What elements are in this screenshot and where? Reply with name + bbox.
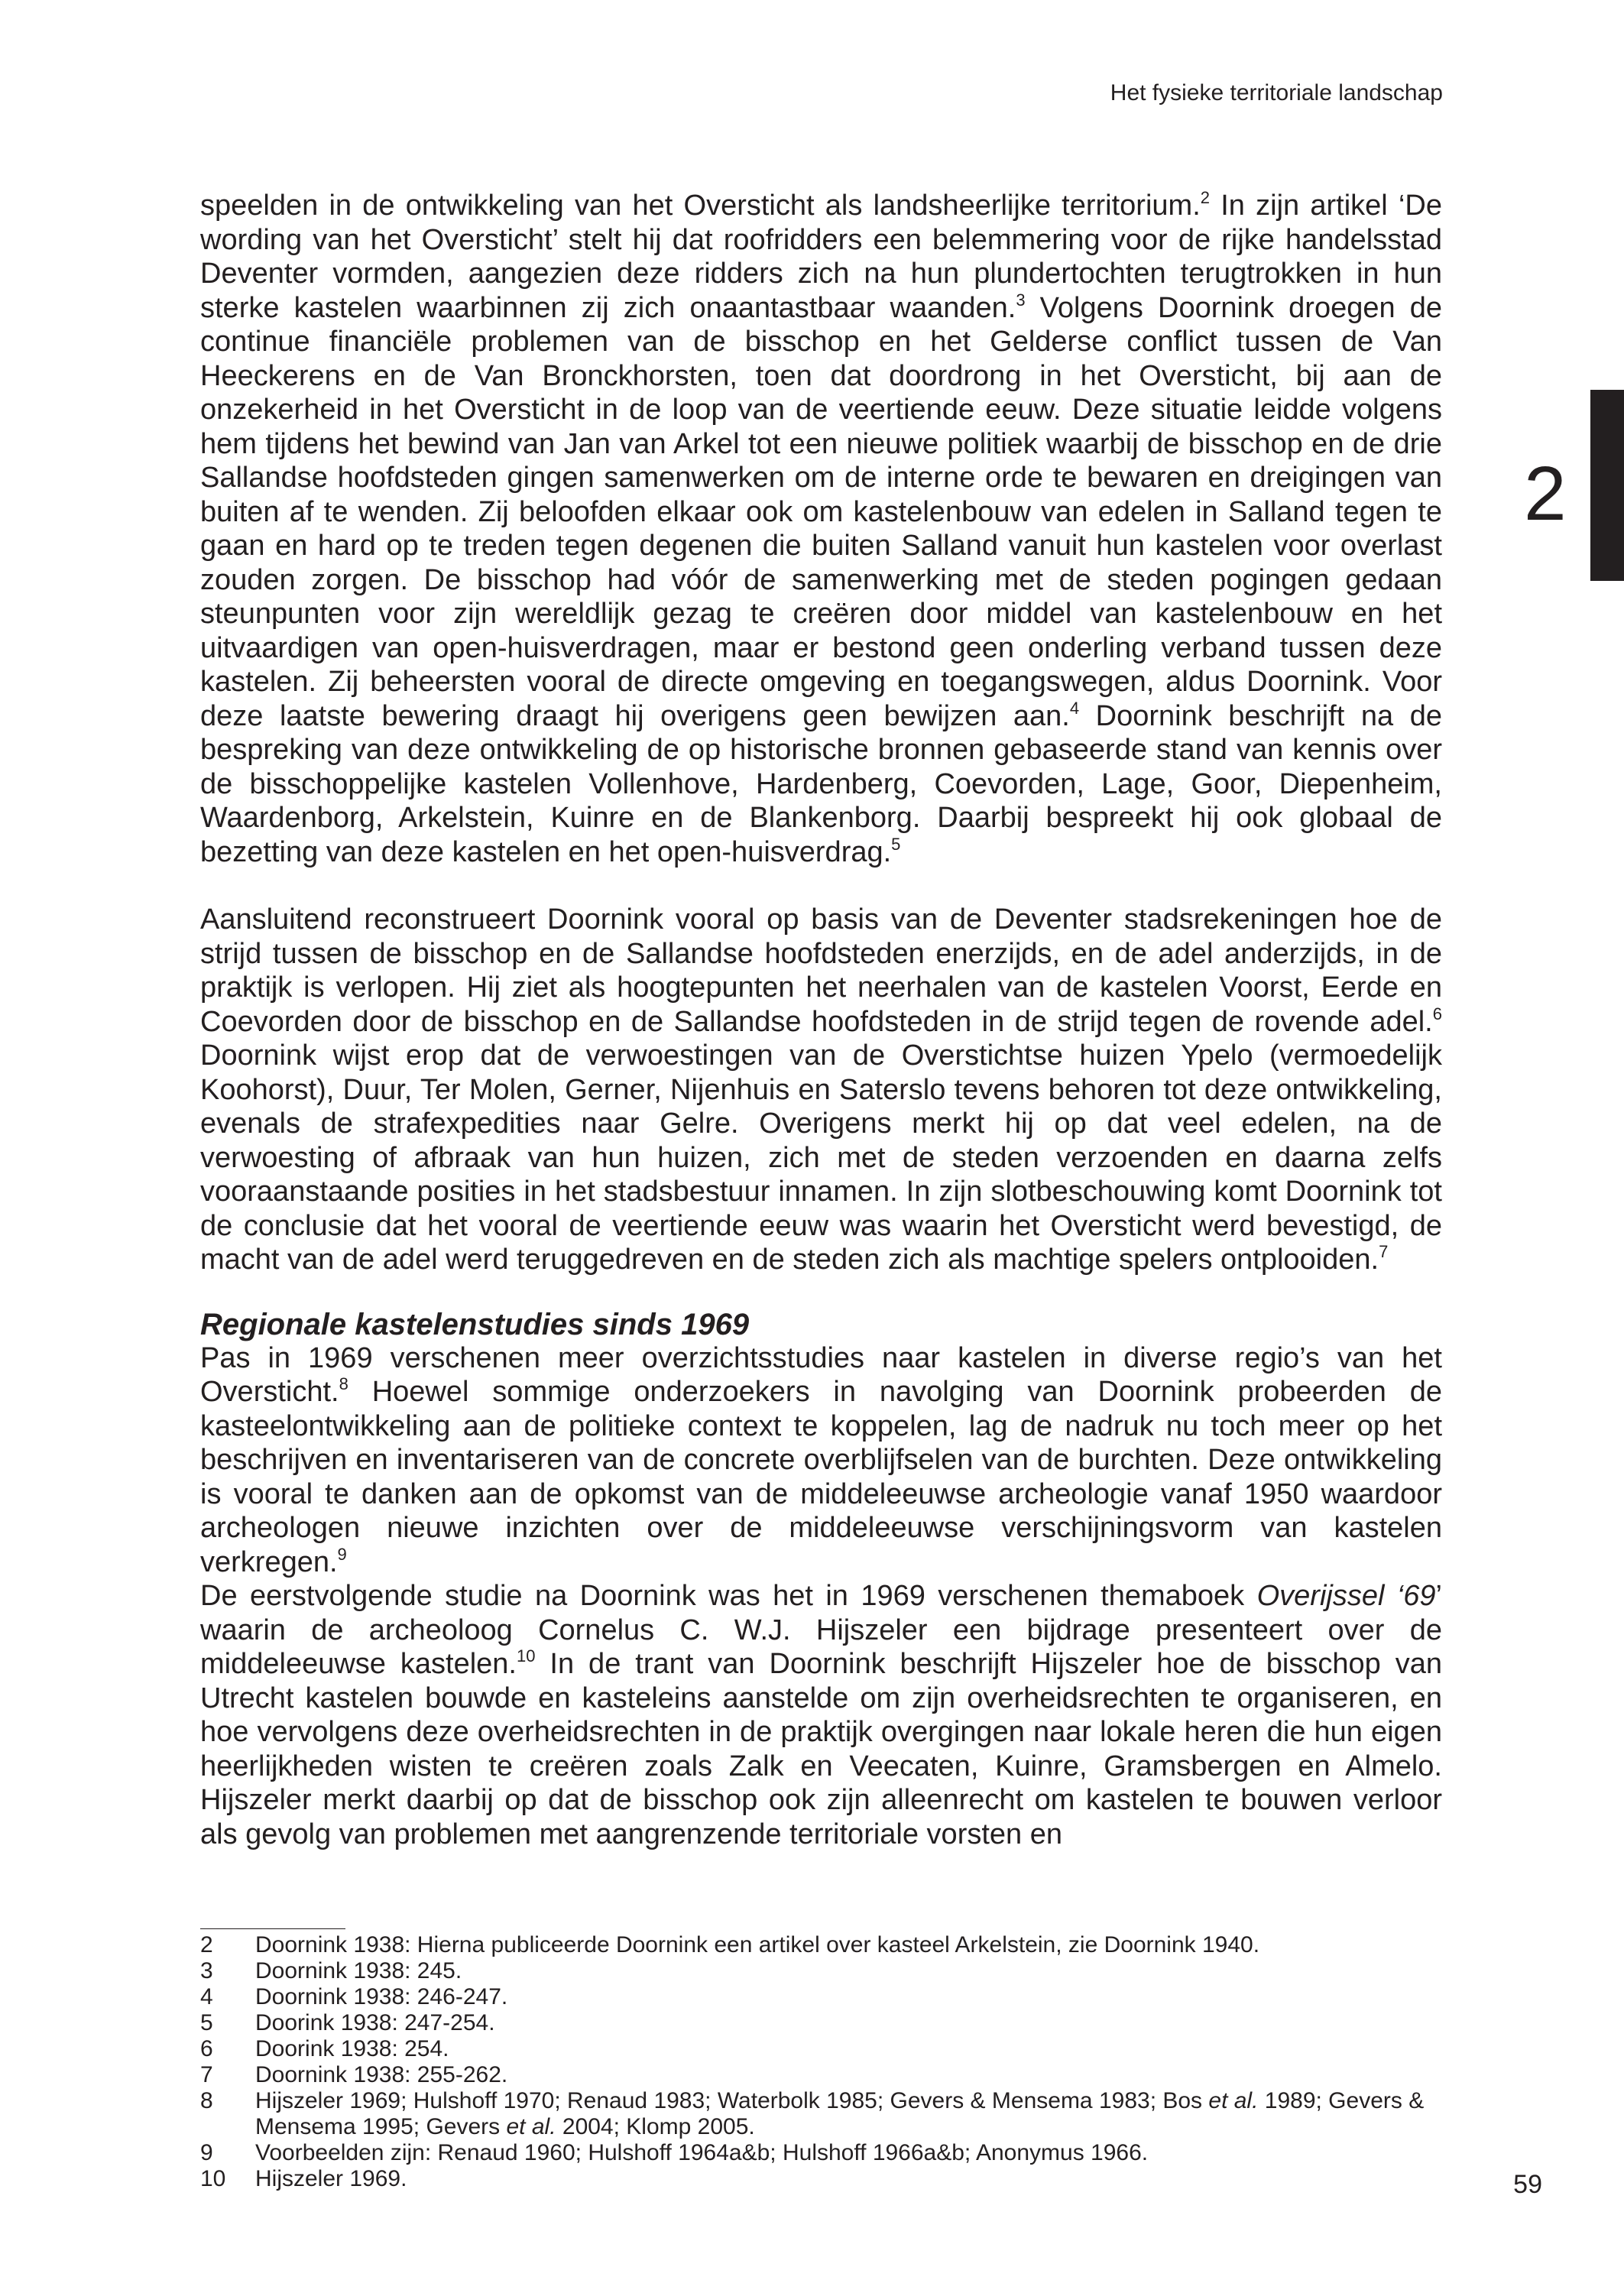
footnote-ref[interactable]: 8 xyxy=(339,1374,348,1393)
text-run: Aansluitend reconstrueert Doornink vooral op basis van de Deventer stadsrekeningen hoe de strijd tussen de bisschop en de Sallandse hoofdsteden enerzijds, en de adel anderzijds, in de praktijk is verlopen. Hij ziet als hoogtepunten het neerhalen van de kastelen Voorst, Eerde en Coevorden door de bisschop en de Sallandse hoofdsteden in de strijd tegen de rovende adel. xyxy=(200,903,1442,1038)
footnote xyxy=(200,1958,1442,1984)
footnote xyxy=(200,2010,1442,2036)
footnotes xyxy=(200,1932,1442,2192)
footnote-text: Doornink 1938: Hierna publiceerde Doornink een artikel over kasteel Arkelstein, zie Doornink 1940. xyxy=(255,1932,1260,1957)
footnote-number: 3 xyxy=(200,1958,213,1983)
footnote xyxy=(200,1984,1442,2010)
text-run: speelden in de ontwikkeling van het Oversticht als landsheerlijke territorium. xyxy=(200,190,1201,222)
text-run: Doornink wijst erop dat de verwoestingen van de Overstichtse huizen Ypelo (vermoedelijk Koohorst), Duur, Ter Molen, Gerner, Nijenhuis en Saterslo tevens behoren tot deze ontwikkeling, evenals de strafexpedities naar Gelre. Overigens merkt hij op dat veel edelen, na de verwoesting of afbraak van hun huizen, zich met de steden verzoenden en daarna zelfs vooraanstaande posities in het stadsbestuur innamen. In zijn slotbeschouwing komt Doornink tot de conclusie dat het vooral de veertiende eeuw was waarin het Oversticht werd bevestigd, de macht van de adel werd teruggedreven en de steden zich als machtige spelers ontplooiden. xyxy=(200,1039,1442,1276)
text-run: ’ waarin de archeoloog Cornelus C. W.J. Hijszeler een bijdrage presenteert over de middeleeuwse kastelen. xyxy=(200,1580,1442,1680)
footnote-text: Doornink 1938: 255-262. xyxy=(255,2062,508,2087)
footnote-number: 6 xyxy=(200,2036,213,2061)
text-run: In de trant van Doornink beschrijft Hijszeler hoe de bisschop van Utrecht kastelen bouwde en kasteleins aanstelde om zijn overheidsrechten te organiseren, en hoe vervolgens deze overheidsrechten in de praktijk overgingen naar lokale heren die hun eigen heerlijkheden wisten te creëren zoals Zalk en Veecaten, Kuinre, Gramsbergen en Almelo. Hijszeler merkt daarbij op dat de bisschop ook zijn alleenrecht om kastelen te bouwen verloor als gevolg van problemen met aangrenzende territoriale vorsten en xyxy=(200,1648,1442,1850)
footnote xyxy=(200,2166,1442,2192)
footnote-text: 2004; Klomp 2005. xyxy=(556,2114,755,2139)
paragraph-2 xyxy=(200,903,1442,1277)
book-title: Overijssel ‘69 xyxy=(1256,1580,1436,1612)
footnote-number: 5 xyxy=(200,2010,213,2035)
footnote-text: Doorink 1938: 254. xyxy=(255,2036,449,2061)
footnote-text: Voorbeelden zijn: Renaud 1960; Hulshoff 1964a&b; Hulshoff 1966a&b; Anonymus 1966. xyxy=(255,2140,1149,2165)
paragraph-3 xyxy=(200,1341,1442,1580)
chapter-number: 2 xyxy=(1524,451,1567,537)
text-run: In zijn artikel ‘De wording van het Oversticht’ stelt hij dat roofridders een belemmering voor de rijke handelsstad Deventer vormden, aangezien deze ridders zich na hun plundertochten terugtrokken in hun sterke kastelen waarbinnen zij zich onaantastbaar waanden. xyxy=(200,190,1442,324)
body-text xyxy=(200,189,1442,1851)
page-number: 59 xyxy=(1513,2170,1542,2199)
text-run: De eerstvolgende studie na Doornink was het in 1969 verschenen themaboek xyxy=(200,1580,1257,1612)
footnote-ref[interactable]: 6 xyxy=(1432,1004,1442,1023)
text-run: Pas in 1969 verschenen meer overzichtsstudies naar kastelen in diverse regio’s van het Oversticht. xyxy=(200,1341,1442,1408)
footnote-number: 9 xyxy=(200,2140,213,2165)
footnote-number: 10 xyxy=(200,2166,226,2191)
section-heading: Regionale kastelenstudies sinds 1969 xyxy=(200,1307,750,1341)
footnote-text: Doornink 1938: 246-247. xyxy=(255,1984,508,2009)
footnote-italic: et al. xyxy=(1208,2088,1259,2113)
footnote-ref[interactable]: 2 xyxy=(1200,188,1210,207)
footnote-ref[interactable]: 10 xyxy=(516,1646,536,1665)
footnote xyxy=(200,2088,1442,2140)
footnote xyxy=(200,2036,1442,2062)
footnote-italic: et al. xyxy=(506,2114,556,2139)
footnote-text: Doorink 1938: 247-254. xyxy=(255,2010,495,2035)
footnote-text: 1989; Gevers & Mensema 1995; Gevers xyxy=(255,2088,1425,2139)
footnote-number: 4 xyxy=(200,1984,213,2009)
footnote-ref[interactable]: 4 xyxy=(1069,698,1080,718)
footnote-number: 8 xyxy=(200,2088,213,2113)
footnote-ref[interactable]: 9 xyxy=(337,1544,347,1564)
footnote-separator xyxy=(200,1928,345,1929)
footnote-ref[interactable]: 5 xyxy=(891,834,901,854)
text-run: Hoewel sommige onderzoekers in navolging van Doornink probeerden de kasteelontwikkeling aan de politieke context te koppelen, lag de nadruk nu toch meer op het beschrijven en inventariseren van de concrete overblijfselen van de burchten. Deze ontwikkeling is vooral te danken aan de opkomst van de middeleeuwse archeologie vanaf 1950 waardoor archeologen nieuwe inzichten over de middeleeuwse verschijningsvorm van kastelen verkregen. xyxy=(200,1376,1442,1578)
footnote-ref[interactable]: 7 xyxy=(1379,1242,1389,1261)
paragraph-1 xyxy=(200,189,1442,869)
footnote-number: 7 xyxy=(200,2062,213,2087)
footnote-text: Hijszeler 1969; Hulshoff 1970; Renaud 1983; Waterbolk 1985; Gevers & Mensema 1983; Bos xyxy=(255,2088,1209,2113)
footnote xyxy=(200,2140,1442,2166)
text-run: Volgens Doornink droegen de continue financiële problemen van de bisschop en het Gelderse conflict tussen de Van Heeckerens en de Van Bronckhorsten, toen dat doordrong in het Oversticht, bij aan de onzekerheid in het Oversticht in de loop van de veertiende eeuw. Deze situatie leidde volgens hem tijdens het bewind van Jan van Arkel tot een nieuwe politiek waarbij de bisschop en de drie Sallandse hoofdsteden gingen samenwerken om de interne orde te bewaren en dreigingen van buiten af te wenden. Zij beloofden elkaar ook om kastelenbouw van edelen in Salland tegen te gaan en hard op te treden tegen degenen die buiten Salland vanuit hun kastelen voor overlast zouden zorgen. De bisschop had vóór de samenwerking met de steden pogingen gedaan steunpunten voor zijn wereldlijk gezag te creëren door middel van kastelenbouw en het uitvaardigen van open-huisverdragen, maar er bestond geen onderling verband tussen deze kastelen. Zij beheersten vooral de directe omgeving en toegangswegen, aldus Doornink. Voor deze laatste bewering draagt hij overigens geen bewijzen aan. xyxy=(200,291,1442,732)
footnote-number: 2 xyxy=(200,1932,213,1957)
footnote-text: Hijszeler 1969. xyxy=(255,2166,407,2191)
footnote-text: Doornink 1938: 245. xyxy=(255,1958,462,1983)
chapter-tab xyxy=(1590,390,1624,581)
footnote-ref[interactable]: 3 xyxy=(1016,290,1026,310)
paragraph-4 xyxy=(200,1579,1442,1851)
text-run: Doornink beschrijft na de bespreking van deze ontwikkeling de op historische bronnen gebaseerde stand van kennis over de bisschoppelijke kastelen Vollenhove, Hardenberg, Coevorden, Lage, Goor, Diepenheim, Waardenborg, Arkelstein, Kuinre en de Blankenborg. Daarbij bespreekt hij ook globaal de bezetting van deze kastelen en het open-huisverdrag. xyxy=(200,699,1442,868)
running-head: Het fysieke territoriale landschap xyxy=(1110,80,1443,105)
footnote xyxy=(200,1932,1442,1958)
footnote xyxy=(200,2062,1442,2088)
